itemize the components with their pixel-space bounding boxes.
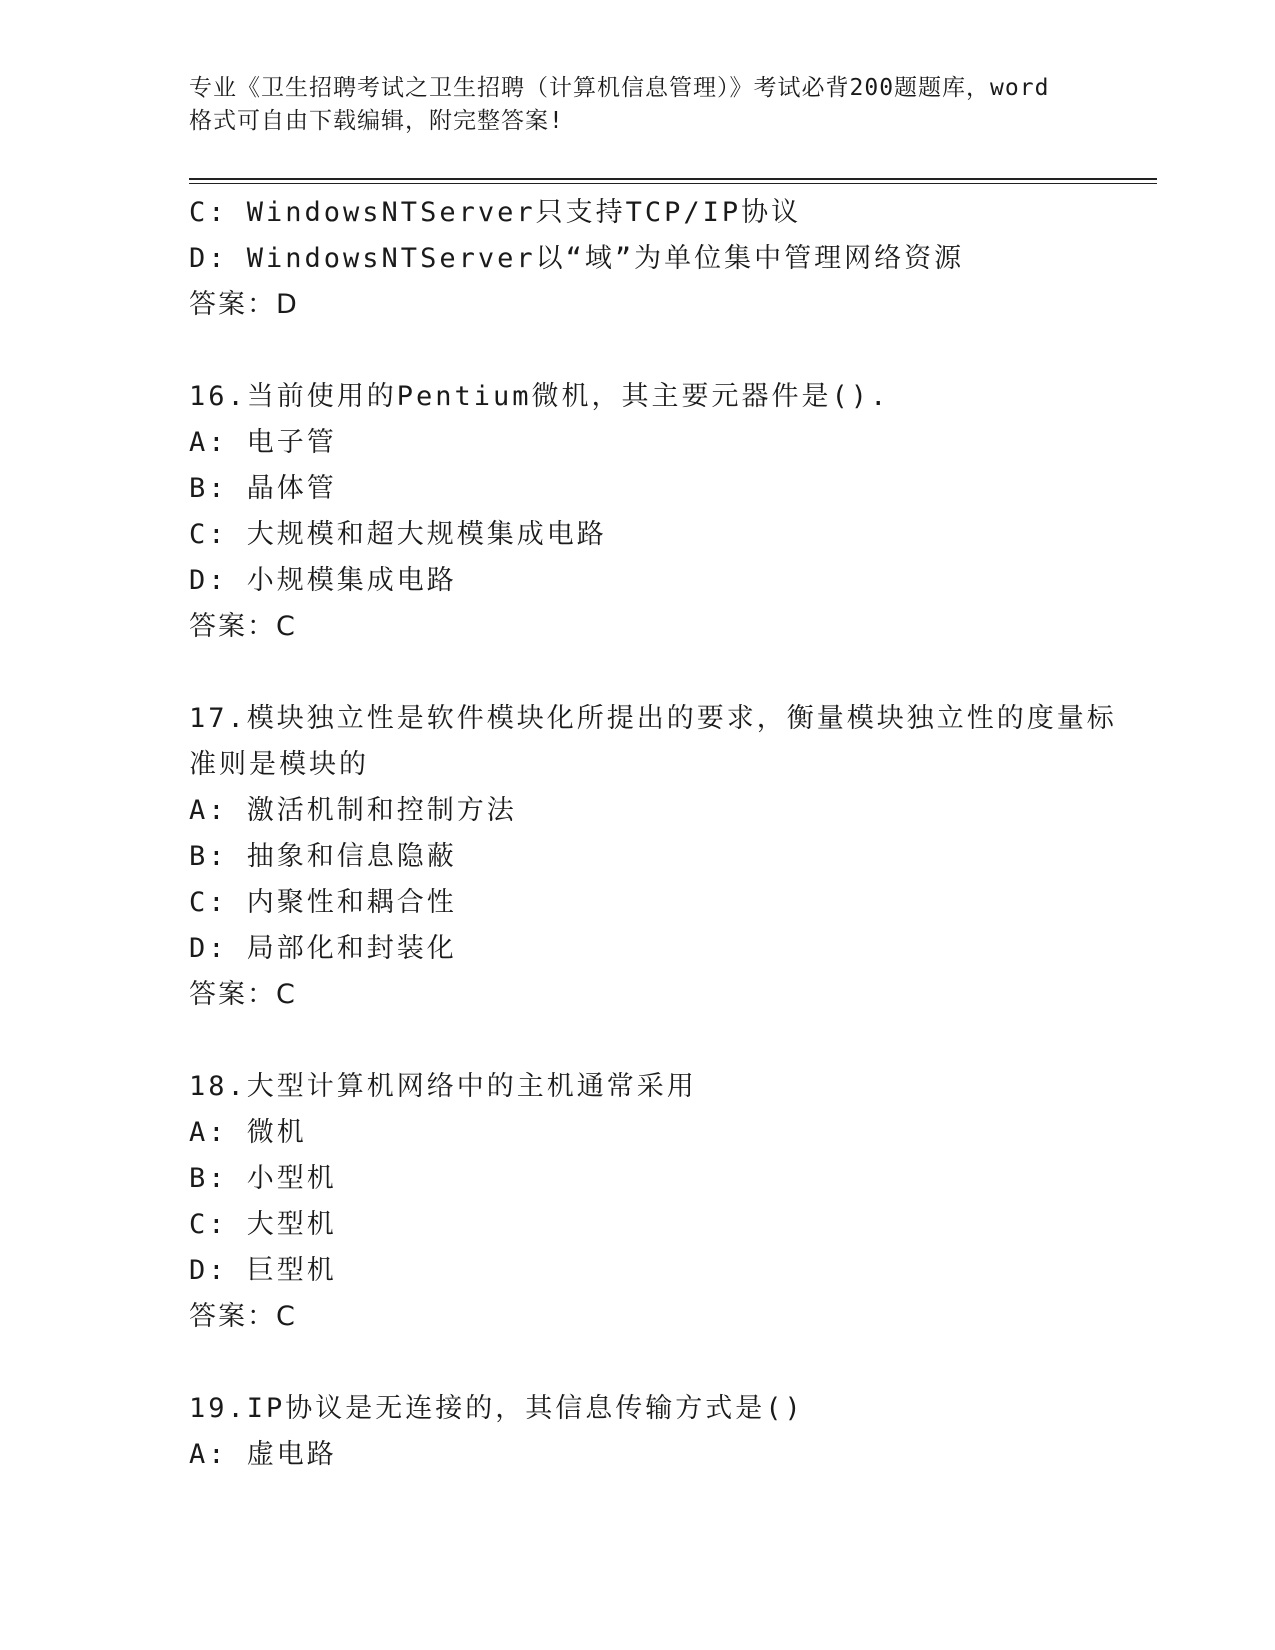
question-stem: 19.IP协议是无连接的，其信息传输方式是() xyxy=(189,1393,804,1424)
option-b: B: 抽象和信息隐蔽 xyxy=(189,841,457,872)
question-stem: 16.当前使用的Pentium微机，其主要元器件是(). xyxy=(189,381,890,412)
answer-line: 答案：C xyxy=(189,611,297,642)
header-title-line-2: 格式可自由下载编辑，附完整答案! xyxy=(189,108,564,134)
answer-line: 答案：C xyxy=(189,1301,297,1332)
option-d: D: 巨型机 xyxy=(189,1255,337,1286)
question-19 xyxy=(189,1386,1189,1478)
answer-line: 答案：D xyxy=(189,289,299,320)
option-c: C: WindowsNTServer只支持TCP/IP协议 xyxy=(189,197,802,228)
option-d: D: 小规模集成电路 xyxy=(189,565,457,596)
question-17 xyxy=(189,696,1189,1018)
option-a: A: 虚电路 xyxy=(189,1439,337,1470)
header-divider-thick xyxy=(189,178,1157,180)
answer-line: 答案：C xyxy=(189,979,297,1010)
question-stem-continued: 准则是模块的 xyxy=(189,749,369,780)
question-list xyxy=(189,190,1189,1524)
question-16 xyxy=(189,374,1189,650)
question-18 xyxy=(189,1064,1189,1340)
question-15-tail xyxy=(189,190,1189,328)
option-d: D: 局部化和封装化 xyxy=(189,933,457,964)
option-b: B: 小型机 xyxy=(189,1163,337,1194)
option-a: A: 微机 xyxy=(189,1117,307,1148)
document-header xyxy=(189,72,1089,138)
question-stem: 18.大型计算机网络中的主机通常采用 xyxy=(189,1071,697,1102)
option-c: C: 大规模和超大规模集成电路 xyxy=(189,519,607,550)
option-a: A: 电子管 xyxy=(189,427,337,458)
header-title-line-1: 专业《卫生招聘考试之卫生招聘（计算机信息管理）》考试必背200题题库，word xyxy=(189,75,1050,101)
option-c: C: 大型机 xyxy=(189,1209,337,1240)
option-a: A: 激活机制和控制方法 xyxy=(189,795,517,826)
question-stem: 17.模块独立性是软件模块化所提出的要求，衡量模块独立性的度量标 xyxy=(189,703,1117,734)
option-d: D: WindowsNTServer以“域”为单位集中管理网络资源 xyxy=(189,243,965,274)
option-b: B: 晶体管 xyxy=(189,473,337,504)
option-c: C: 内聚性和耦合性 xyxy=(189,887,457,918)
header-divider-thin xyxy=(189,183,1157,184)
